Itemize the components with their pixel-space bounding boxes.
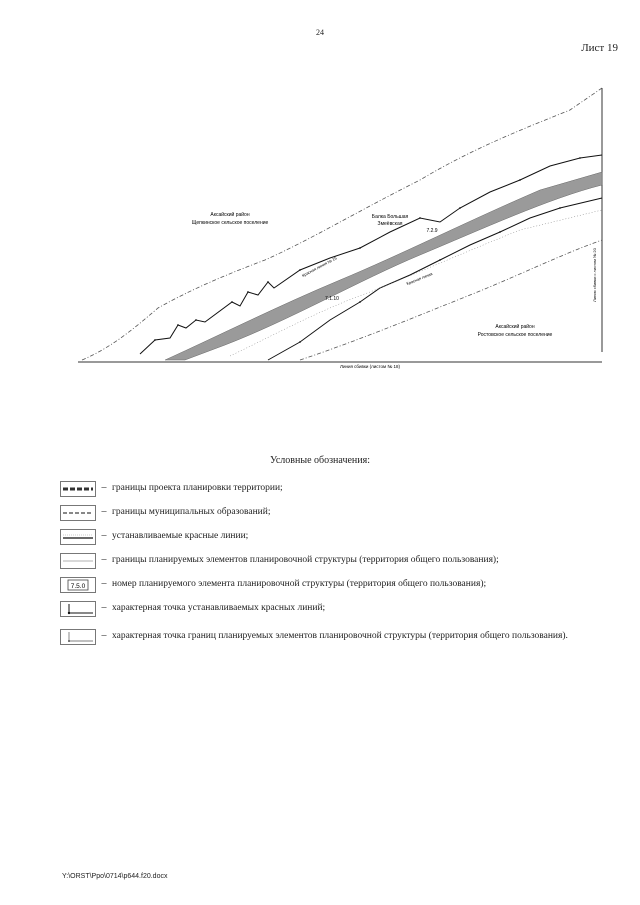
municipal-boundary-symbol	[60, 505, 96, 521]
element-boundary-symbol	[60, 553, 96, 569]
region-left-line2: Щепкинское сельское поселение	[191, 220, 269, 226]
element-number-sample: 7.5.0	[70, 583, 86, 590]
legend-text: номер планируемого элемента планировочной структуры (территория общего пользования);	[112, 579, 487, 589]
legend-text: характерная точка устанавливаемых красных линий;	[112, 603, 326, 613]
element-point-symbol	[60, 629, 96, 645]
planning-map	[0, 70, 640, 380]
red-line-label-1: Красная линия № 15	[301, 255, 338, 278]
legend-text: границы планируемых элементов планировочной структуры (территория общего пользования);	[112, 555, 499, 565]
legend-item: – характерная точка границ планируемых элементов планировочной структуры (территория общего пользования).	[60, 629, 580, 663]
region-right-line1: Аксайский район	[495, 324, 535, 330]
project-boundary-symbol	[60, 481, 96, 497]
red-line-point-symbol	[60, 601, 96, 617]
municipal-boundary-lower	[300, 240, 602, 360]
footer-file-path: Y:\ORST\Ppo\0714\p644.f20.docx	[62, 873, 168, 880]
plan-element-label-2: 7.1.10	[325, 296, 339, 302]
legend-item: – характерная точка устанавливаемых красных линий;	[60, 601, 580, 625]
center-label-line1: Балка Большая	[371, 214, 409, 220]
legend-text: границы проекта планировки территории;	[112, 483, 283, 493]
sheet-label: Лист 19	[581, 42, 618, 54]
legend-text: устанавливаемые красные линии;	[112, 531, 249, 541]
match-line-right: Линия сбивки с листом № 20	[592, 248, 597, 302]
legend-item: – границы муниципальных образований;	[60, 505, 580, 529]
red-line-label-2: Красная линия	[405, 271, 434, 287]
characteristic-points	[154, 157, 581, 343]
red-line-symbol	[60, 529, 96, 545]
region-left-line1: Аксайский район	[210, 212, 250, 218]
legend-item: – границы проекта планировки территории;	[60, 481, 580, 505]
legend-text: границы муниципальных образований;	[112, 507, 271, 517]
legend	[60, 481, 580, 663]
page-number: 24	[316, 28, 324, 37]
legend-item: – границы планируемых элементов планировочной структуры (территория общего пользования);	[60, 553, 580, 577]
center-label-line2: Змеёвская	[377, 221, 403, 227]
match-line-bottom: Линия сбивки (листом № 18)	[340, 364, 400, 369]
region-right-line2: Ростовское сельское поселение	[477, 332, 553, 338]
legend-text: характерная точка границ планируемых элементов планировочной структуры (территория общего пользования).	[112, 631, 568, 641]
legend-title: Условные обозначения:	[269, 455, 370, 466]
legend-item: 7.5.0 – номер планируемого элемента планировочной структуры (территория общего пользования);	[60, 577, 580, 601]
legend-item: – устанавливаемые красные линии;	[60, 529, 580, 553]
plan-element-label-1: 7.2.9	[426, 228, 438, 234]
municipal-boundary-upper	[82, 88, 602, 360]
element-number-symbol	[60, 577, 96, 593]
